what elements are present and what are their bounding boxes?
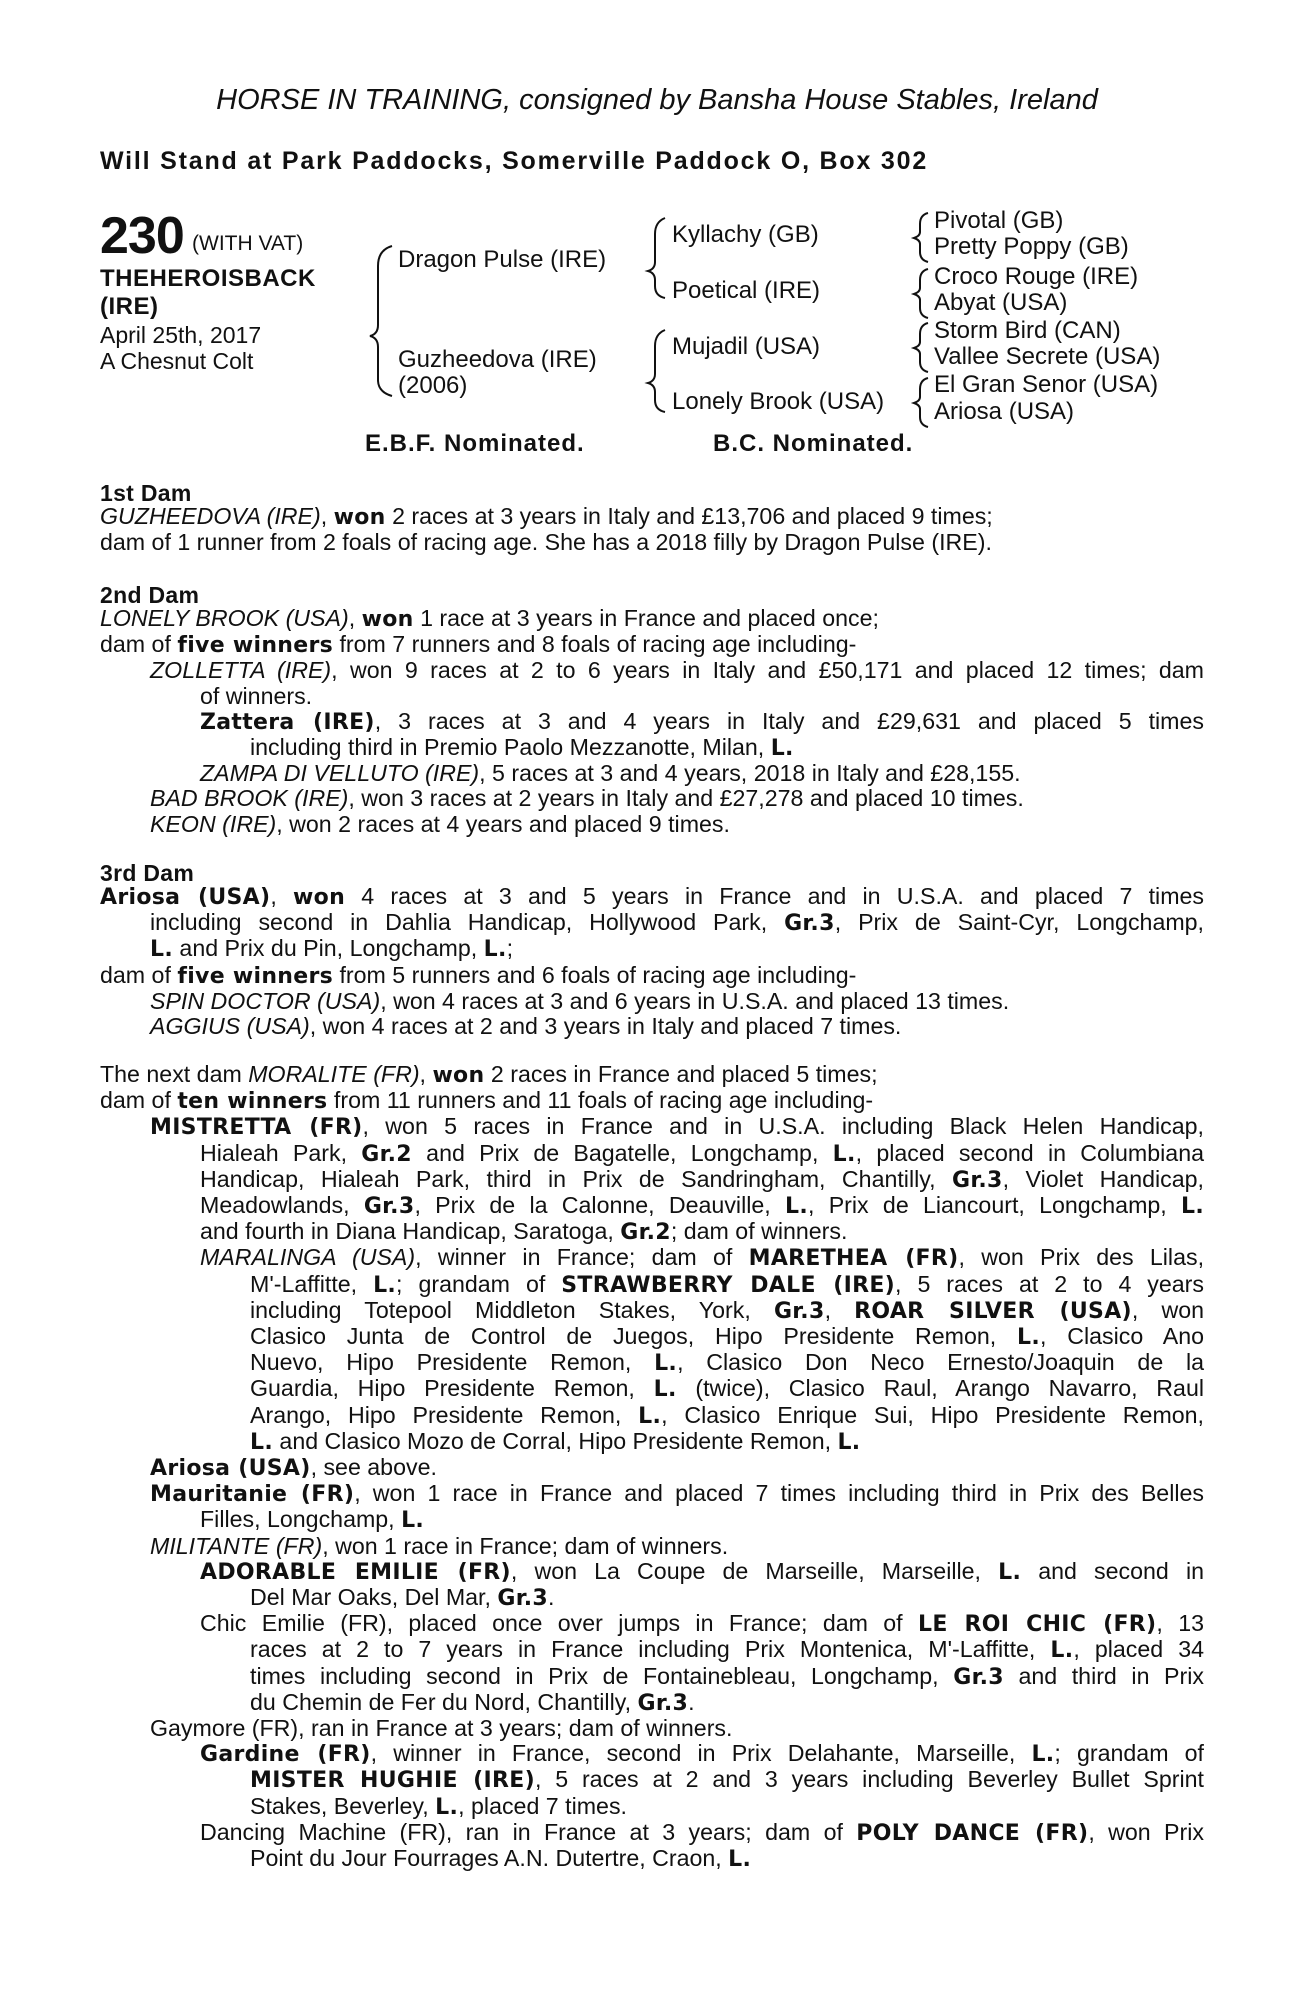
second-dam-heading: 2nd Dam bbox=[100, 582, 200, 608]
grand-8: Ariosa (USA) bbox=[934, 398, 1075, 425]
horse-name-line1: THEHEROISBACK bbox=[100, 265, 316, 292]
sire: Dragon Pulse (IRE) bbox=[398, 246, 607, 273]
bc-nominated: B.C. Nominated. bbox=[713, 430, 914, 457]
sire-sire: Kyllachy (GB) bbox=[672, 221, 819, 248]
third-dam-heading: 3rd Dam bbox=[100, 860, 195, 886]
grand-4: Abyat (USA) bbox=[934, 289, 1068, 316]
first-dam-text: GUZHEEDOVA (IRE), won 2 races at 3 years in Italy and £13,706 and placed 9 times; dam of 1 runner from 2 foals of racing age. She has a 2018 filly by Dragon Pulse (IRE). bbox=[100, 503, 993, 556]
grand-3: Croco Rouge (IRE) bbox=[934, 263, 1139, 290]
dam-sire: Mujadil (USA) bbox=[672, 333, 821, 360]
sire-dam: Poetical (IRE) bbox=[672, 277, 821, 304]
grand-1: Pivotal (GB) bbox=[934, 207, 1064, 234]
lot-number: 230 bbox=[100, 207, 184, 265]
dam-year: (2006) bbox=[398, 372, 468, 399]
ebf-nominated: E.B.F. Nominated. bbox=[365, 430, 585, 457]
dam-dam: Lonely Brook (USA) bbox=[672, 388, 885, 415]
dam: Guzheedova (IRE) bbox=[398, 346, 597, 373]
horse-name-line2: (IRE) bbox=[100, 293, 159, 320]
grand-2: Pretty Poppy (GB) bbox=[934, 233, 1129, 260]
first-dam-heading: 1st Dam bbox=[100, 480, 192, 506]
grand-6: Vallee Secrete (USA) bbox=[934, 343, 1161, 370]
foaling-date: April 25th, 2017 bbox=[100, 322, 262, 348]
horse-description: A Chesnut Colt bbox=[100, 348, 254, 374]
grand-7: El Gran Senor (USA) bbox=[934, 371, 1159, 398]
third-dam-text: Ariosa (USA), won 4 races at 3 and 5 years in France and in U.S.A. and placed 7 times including second in Dahlia Handicap, Hollywood Park, Gr.3, Prix de Saint-Cyr, Longchamp, L. and Prix du Pin, Longchamp, L.; dam of five winners from 5 runners and 6 foals of racing age including- SPIN DOCTOR (USA), won 4 races at 3 and 6 years in U.S.A. and placed 13 times. AGGIUS (USA), won 4 races at 2 and 3 years in Italy and placed 7 times. bbox=[100, 883, 1204, 1040]
stand-location: Will Stand at Park Paddocks, Somerville Paddock O, Box 302 bbox=[100, 147, 929, 175]
next-dam-text: The next dam MORALITE (FR), won 2 races in France and placed 5 times; dam of ten winners from 11 runners and 11 foals of racing age including- MISTRETTA (FR), won 5 races in France and in U.S.A. including Black Helen Handicap, Hialeah Park, Gr.2 and Prix de Bagatelle, Longchamp, L., placed second in Columbiana Handicap, Hialeah Park, third in Prix de Sandringham, Chantilly, Gr.3, Violet Handicap, Meadowlands, Gr.3, Prix de la Calonne, Deauville, L., Prix de Liancourt, Longchamp, L. and fourth in Diana Handicap, Saratoga, Gr.2; dam of winners. MARALINGA (USA), winner in France; dam of MARETHEA (FR), won Prix des Lilas, M'-Laffitte, L.; grandam of STRAWBERRY DALE (IRE), 5 races at 2 to 4 years including Totepool Middleton Stakes, York, Gr.3, ROAR SILVER (USA), won Clasico Junta de Control de Juegos, Hipo Presidente Remon, L., Clasico Ano Nuevo, Hipo Presidente Remon, L., Clasico Don Neco Ernesto/Joaquin de la Guardia, Hipo Presidente Remon, L. (twice), Clasico Raul, Arango Navarro, Raul Arango, Hipo Presidente Remon, L., Clasico Enrique Sui, Hipo Presidente Remon, L. and Clasico Mozo de Corral, Hipo Presidente Remon, L. Ariosa (USA), see above. Mauritanie (FR), won 1 race in France and placed 7 times including third in Prix des Belles Filles, Longchamp, L. MILITANTE (FR), won 1 race in France; dam of winners. ADORABLE EMILIE (FR), won La Coupe de Marseille, Marseille, L. and second in Del Mar Oaks, Del Mar, Gr.3. Chic Emilie (FR), placed once over jumps in France; dam of LE ROI CHIC (FR), 13 races at 2 to 7 years in France including Prix Montenica, M'-Laffitte, L., placed 34 times including second in Prix de Fontainebleau, Longchamp, Gr.3 and third in Prix du Chemin de Fer du Nord, Chantilly, Gr.3. Gaymore (FR), ran in France at 3 years; dam of winners. Gardine (FR), winner in France, second in Prix Delahante, Marseille, L.; grandam of MISTER HUGHIE (IRE), 5 races at 2 and 3 years including Beverley Bullet Sprint Stakes, Beverley, L., placed 7 times. Dancing Machine (FR), ran in France at 3 years; dam of POLY DANCE (FR), won Prix Point du Jour Fourrages A.N. Dutertre, Craon, L. bbox=[100, 1061, 1205, 1873]
page-header: HORSE IN TRAINING, consigned by Bansha House Stables, Ireland bbox=[216, 84, 1098, 116]
grand-5: Storm Bird (CAN) bbox=[934, 317, 1121, 344]
second-dam-text: LONELY BROOK (USA), won 1 race at 3 years in France and placed once; dam of five winners from 7 runners and 8 foals of racing age including- ZOLLETTA (IRE), won 9 races at 2 to 6 years in Italy and £50,171 and placed 12 times; dam of winners. Zattera (IRE), 3 races at 3 and 4 years in Italy and £29,631 and placed 5 times including third in Premio Paolo Mezzanotte, Milan, L. ZAMPA DI VELLUTO (IRE), 5 races at 3 and 4 years, 2018 in Italy and £28,155. BAD BROOK (IRE), won 3 races at 2 years in Italy and £27,278 and placed 10 times. KEON (IRE), won 2 races at 4 years and placed 9 times. bbox=[100, 605, 1204, 837]
vat-note: (WITH VAT) bbox=[192, 232, 304, 255]
